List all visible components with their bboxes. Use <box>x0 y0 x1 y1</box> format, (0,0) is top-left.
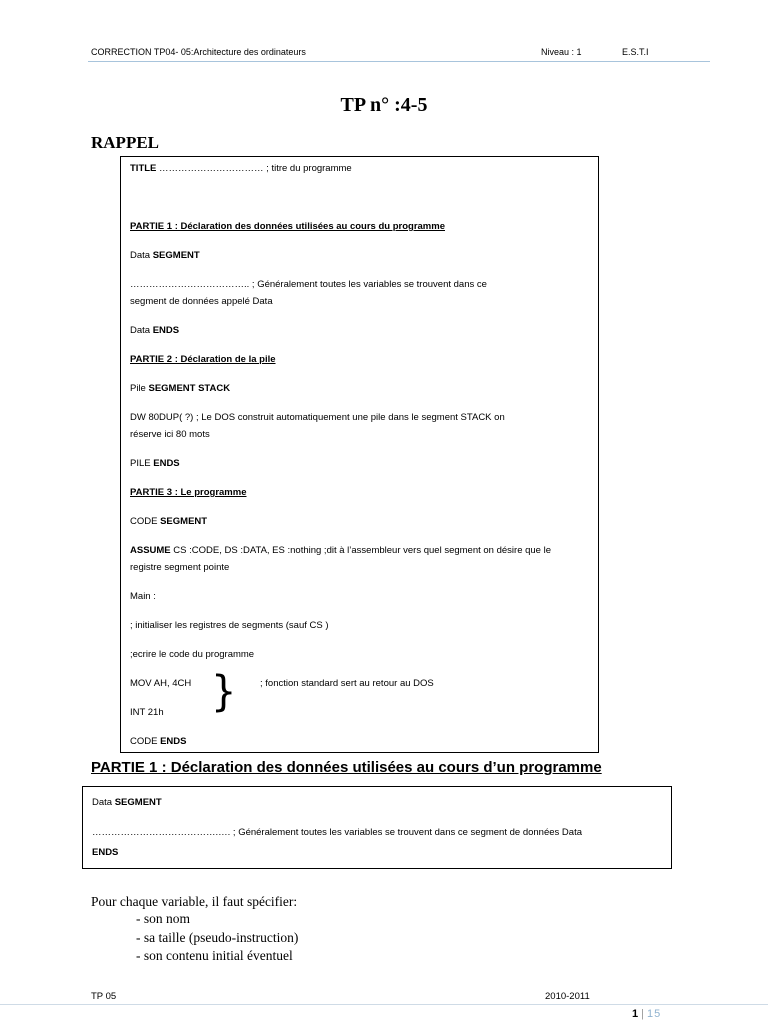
brace-icon: } <box>211 667 237 717</box>
init-comment: ; initialiser les registres de segments (sauf CS ) <box>130 620 329 631</box>
dw-line-2: réserve ici 80 mots <box>130 429 210 440</box>
list-item: - son contenu initial éventuel <box>136 948 293 963</box>
write-comment: ;ecrire le code du programme <box>130 649 255 660</box>
assume-line-1: ASSUME CS :CODE, DS :DATA, ES :nothing ;dit à l’assembleur vers quel segment on désire que le <box>130 545 552 556</box>
partie1-heading: PARTIE 1 : Déclaration des données utilisées au cours d’un programme <box>91 759 602 776</box>
page-title: TP n° :4-5 <box>340 94 428 116</box>
header-level: Niveau : 1 <box>541 47 582 57</box>
header-school: E.S.T.I <box>622 47 649 57</box>
mov-instruction: MOV AH, 4CH <box>130 678 192 689</box>
vars-line-2: segment de données appelé Data <box>130 296 273 307</box>
rappel-box <box>120 156 599 753</box>
partie2-label: PARTIE 2 : Déclaration de la pile <box>130 354 276 365</box>
title-line: TITLE …………………………… ; titre du programme <box>130 163 352 174</box>
vars-line-1: ……………………………….. ; Généralement toutes les variables se trouvent dans ce <box>130 279 487 290</box>
dw-line-1: DW 80DUP( ?) ; Le DOS construit automatiquement une pile dans le segment STACK on <box>130 412 505 423</box>
pile-ends-line: PILE ENDS <box>130 458 180 469</box>
section-title: RAPPEL <box>91 133 159 152</box>
footer-rule <box>0 1004 768 1005</box>
ends-line: ENDS <box>92 847 119 858</box>
list-item: - son nom <box>136 911 190 926</box>
vars-line: ………………………………….…. ; Généralement toutes les variables se trouvent dans ce segment de données Data <box>92 827 582 838</box>
main-label: Main : <box>130 591 156 602</box>
data-ends-line: Data ENDS <box>130 325 180 336</box>
code-segment-line: CODE SEGMENT <box>130 516 208 527</box>
data-segment-line: Data SEGMENT <box>130 250 200 261</box>
header-course: CORRECTION TP04- 05:Architecture des ordinateurs <box>91 47 306 57</box>
code-ends-line: CODE ENDS <box>130 736 187 747</box>
mov-comment: ; fonction standard sert au retour au DOS <box>260 678 434 689</box>
partie1-label: PARTIE 1 : Déclaration des données utilisées au cours du programme <box>130 221 445 232</box>
intro-text: Pour chaque variable, il faut spécifier: <box>91 894 298 909</box>
int-instruction: INT 21h <box>130 707 164 718</box>
list-item: - sa taille (pseudo-instruction) <box>136 930 299 945</box>
assume-line-2: registre segment pointe <box>130 562 230 573</box>
partie1-box <box>82 786 672 869</box>
page-number: 1 | 15 <box>632 1008 662 1020</box>
pile-segment-line: Pile SEGMENT STACK <box>130 383 231 394</box>
partie3-label: PARTIE 3 : Le programme <box>130 487 247 498</box>
data-segment-line: Data SEGMENT <box>92 797 162 808</box>
footer-right: 2010-2011 <box>545 991 590 1002</box>
header-rule <box>88 61 710 62</box>
footer-left: TP 05 <box>91 991 117 1002</box>
